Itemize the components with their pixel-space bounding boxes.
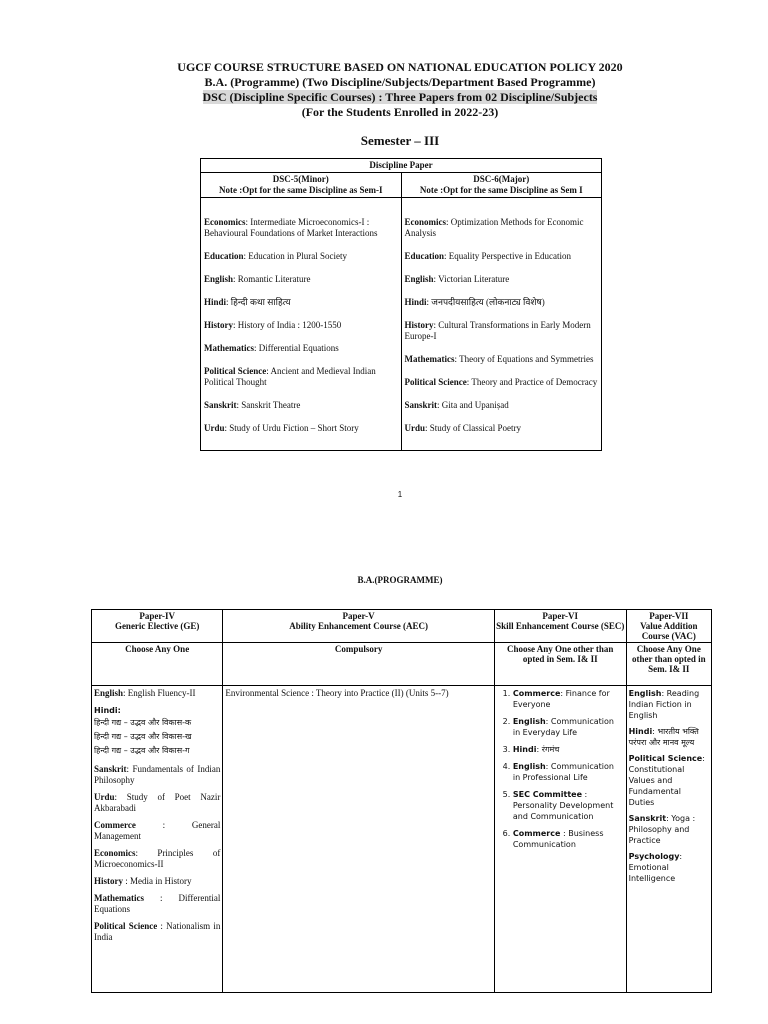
- major-head: DSC-6(Major): [473, 174, 530, 184]
- minor-course-entry: Education: Education in Plural Society: [204, 251, 347, 261]
- major-course-entry: Political Science: Theory and Practice of Democracy: [404, 377, 598, 387]
- minor-note: Note :Opt for the same Discipline as Sem-I: [218, 185, 383, 195]
- paper-5-name: Ability Enhancement Course (AEC): [289, 621, 428, 631]
- title-line-1: UGCF COURSE STRUCTURE BASED ON NATIONAL EDUCATION POLICY 2020: [177, 60, 623, 74]
- ge-course-entry: Economics: Principles of Microeconomics-II: [94, 848, 221, 869]
- aec-cell: [223, 686, 494, 993]
- minor-header: [201, 173, 402, 198]
- aec-course: Environmental Science : Theory into Practice (II) (Units 5--7): [225, 688, 449, 698]
- minor-course-entry: Urdu: Study of Urdu Fiction – Short Story: [204, 423, 359, 433]
- major-course-entry: English: Victorian Literature: [404, 274, 510, 284]
- major-course-entry: Hindi: जनपदीयसाहित्य (लोकनाट्य विशेष): [404, 297, 545, 307]
- sec-list: [497, 688, 624, 850]
- paper-7-title: Paper-VII: [649, 611, 689, 621]
- paper-4-name: Generic Elective (GE): [114, 621, 200, 631]
- paper-6-header: [494, 610, 626, 643]
- sec-item: 2. English: Communication in Everyday Life: [513, 716, 624, 738]
- paper-6-title: Paper-VI: [542, 611, 579, 621]
- sec-item: 6. Commerce : Business Communication: [513, 828, 624, 850]
- minor-course-entry: Political Science: Ancient and Medieval Indian Political Thought: [204, 366, 376, 387]
- title-line-4: (For the Students Enrolled in 2022-23): [301, 105, 499, 119]
- ge-other-list: [94, 764, 220, 943]
- major-course-entry: Education: Equality Perspective in Education: [404, 251, 571, 261]
- ge-course-entry: Commerce : General Management: [94, 820, 221, 841]
- paper-5-header: [223, 610, 494, 643]
- sec-item: 3. Hindi: रंगमंच: [513, 744, 624, 755]
- major-course-entry: Mathematics: Theory of Equations and Symmetries: [404, 354, 594, 364]
- paper-4-header: [92, 610, 223, 643]
- major-note: Note :Opt for the same Discipline as Sem I: [419, 185, 583, 195]
- ge-hindi-list: [94, 716, 220, 758]
- ge-cell: [92, 686, 223, 993]
- minor-head: DSC-5(Minor): [272, 174, 329, 184]
- paper-7-header: [626, 610, 711, 643]
- title-line-2: B.A. (Programme) (Two Discipline/Subjects/Department Based Programme): [204, 75, 596, 89]
- sec-item: 4. English: Communication in Professional Life: [513, 761, 624, 783]
- minor-course-entry: Economics: Intermediate Microeconomics-I : Behavioural Foundations of Market Interactions: [204, 217, 378, 238]
- semester-heading: Semester – III: [360, 133, 440, 148]
- paper-6-name: Skill Enhancement Course (SEC): [496, 621, 625, 631]
- ge-course-entry: Sanskrit: Fundamentals of Indian Philosophy: [94, 764, 221, 785]
- ge-hindi-item: हिन्दी गद्य – उद्भव और विकास-क: [94, 718, 192, 727]
- paper-4-rule: Choose Any One: [92, 643, 223, 686]
- page-number: 1: [397, 490, 403, 499]
- paper-5-title: Paper-V: [342, 611, 375, 621]
- programme-heading: B.A.(PROGRAMME): [357, 575, 443, 585]
- minor-course-entry: Sanskrit: Sanskrit Theatre: [204, 400, 301, 410]
- title-line-3: DSC (Discipline Specific Courses) : Three Papers from 02 Discipline/Subjects: [202, 90, 598, 104]
- ge-course-entry: Mathematics : Differential Equations: [94, 893, 221, 914]
- vac-cell: [626, 686, 711, 993]
- minor-course-entry: Hindi: हिन्दी कथा साहित्य: [204, 297, 291, 307]
- ge-course-entry: History : Media in History: [94, 876, 192, 886]
- ge-course-entry: Urdu: Study of Poet Nazir Akbarabadi: [94, 792, 221, 813]
- papers-table: [91, 609, 712, 993]
- major-header: [401, 173, 602, 198]
- ge-course-entry: Political Science : Nationalism in India: [94, 921, 221, 942]
- paper-7-rule: Choose Any One other than opted in Sem. I& II: [626, 643, 711, 686]
- discipline-table: [200, 158, 602, 451]
- major-course-entry: Economics: Optimization Methods for Economic Analysis: [404, 217, 584, 238]
- sec-item: 1. Commerce: Finance for Everyone: [513, 688, 624, 710]
- ge-english: English: English Fluency-II: [94, 688, 196, 698]
- vac-item: Political Science: Constitutional Values and Fundamental Duties: [628, 754, 705, 807]
- paper-4-title: Paper-IV: [139, 611, 176, 621]
- paper-7-name: Value Addition Course (VAC): [640, 621, 698, 641]
- vac-item: English: Reading Indian Fiction in English: [628, 689, 700, 720]
- minor-column: [201, 198, 402, 451]
- sec-item: 5. SEC Committee : Personality Development and Communication: [513, 789, 624, 822]
- minor-course-entry: English: Romantic Literature: [204, 274, 311, 284]
- ge-hindi-item: हिन्दी गद्य – उद्भव और विकास-ख: [94, 732, 192, 741]
- paper-5-rule: Compulsory: [223, 643, 494, 686]
- minor-course-entry: Mathematics: Differential Equations: [204, 343, 339, 353]
- vac-item: Hindi: भारतीय भक्ति परंपरा और मानव मूल्य: [628, 727, 699, 747]
- sec-cell: [494, 686, 626, 993]
- major-column: [401, 198, 602, 451]
- ge-hindi-item: हिन्दी गद्य – उद्भव और विकास-ग: [94, 746, 190, 755]
- vac-item: Sanskrit: Yoga : Philosophy and Practice: [628, 814, 696, 845]
- major-course-entry: Urdu: Study of Classical Poetry: [404, 423, 522, 433]
- minor-course-entry: History: History of India : 1200-1550: [204, 320, 342, 330]
- major-course-entry: History: Cultural Transformations in Early Modern Europe-I: [404, 320, 591, 341]
- major-course-entry: Sanskrit: Gita and Upaniṣad: [404, 400, 509, 410]
- paper-6-rule: Choose Any One other than opted in Sem. I& II: [494, 643, 626, 686]
- ge-hindi-label: Hindi:: [94, 706, 121, 715]
- title-block: [0, 60, 768, 120]
- discipline-caption: Discipline Paper: [201, 159, 602, 173]
- vac-item: Psychology: Emotional Intelligence: [628, 852, 683, 883]
